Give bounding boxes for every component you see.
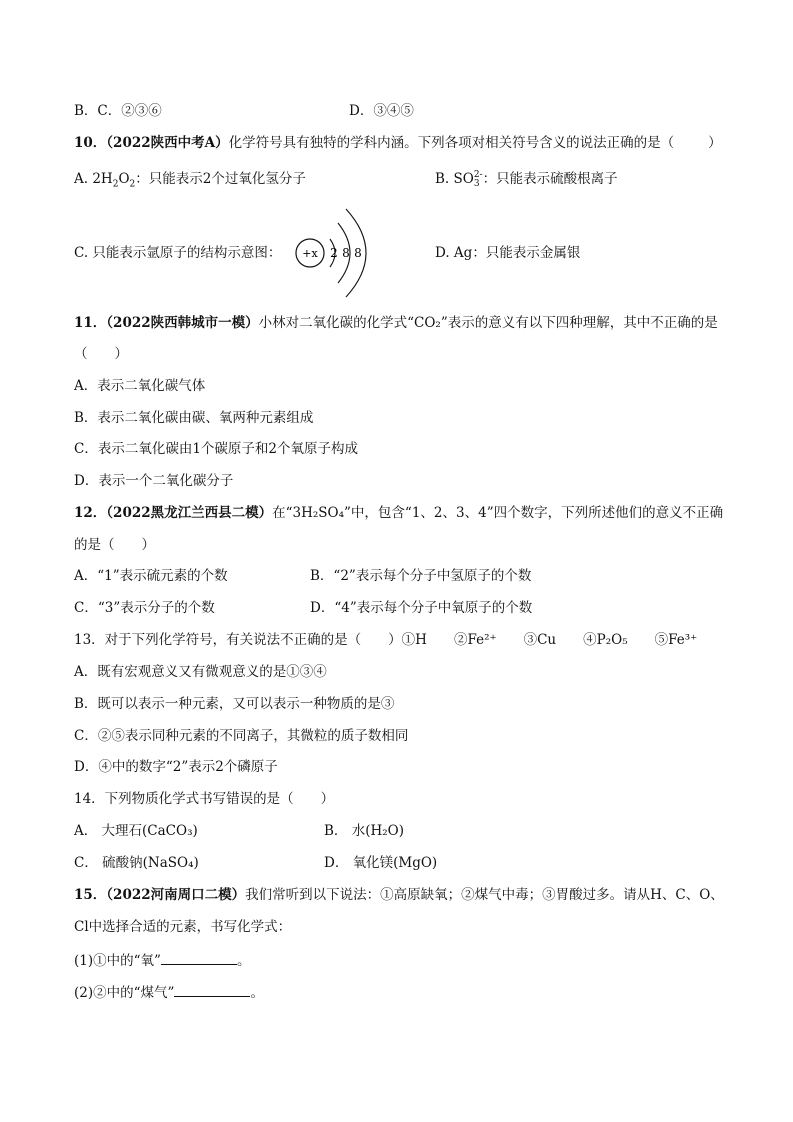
q9-options-row (74, 102, 733, 120)
q15-part-1: (1)①中的“氧” 。 (74, 950, 250, 970)
q15-answer-blank-1[interactable] (161, 950, 237, 965)
q14-stem: 14．下列物质化学式书写错误的是（ ） (74, 791, 335, 807)
shell-3-electrons: 8 (354, 246, 362, 260)
q15-text: 我们常听到以下说法：①高原缺氧；②煤气中毒；③胃酸过多。请从H、C、O、 (245, 887, 724, 903)
q12-option-d: D．“4”表示每个分子中氧原子的个数 (310, 600, 533, 616)
q10-option-d: D. Ag：只能表示金属银 (435, 245, 581, 261)
q9-option-b: B．C．②③⑥ (74, 103, 162, 119)
q9-option-d: D．③④⑤ (349, 103, 414, 119)
q10-option-a: A. $2H_2O_2$：只能表示2个过氧化氢分子 (74, 171, 306, 190)
q15-source: （2022河南周口二模） (106, 887, 246, 903)
q14-option-a: A． 大理石(CaCO₃) (74, 823, 198, 839)
q12-text: 在“3H₂SO₄”中，包含“1、2、3、4”四个数字，下列所述他们的意义不正确 (272, 505, 724, 521)
q10-option-b: B. SO 2- 3 ：只能表示硫酸根离子 (435, 169, 618, 189)
q11-option-b: B．表示二氧化碳由碳、氧两种元素组成 (74, 410, 314, 426)
q15-number: 15． (74, 887, 107, 903)
q10-number: 10． (74, 135, 107, 151)
q10-source: （2022陕西中考A） (106, 135, 229, 151)
q12-source: （2022黑龙江兰西县二模） (106, 505, 273, 521)
q14-row-ab (74, 822, 733, 840)
q15-stem-cont: Cl中选择合适的元素，书写化学式： (74, 919, 292, 935)
q13-stem: 13．对于下列化学符号，有关说法不正确的是（ ）①H ②Fe²⁺ ③Cu ④P₂O₅ ⑤Fe³⁺ (74, 632, 698, 648)
nucleus-charge: +x (302, 247, 318, 260)
q10-option-c: C. 只能表示氩原子的结构示意图： (74, 245, 282, 261)
q13-option-b: B．既可以表示一种元素，又可以表示一种物质的是③ (74, 696, 395, 712)
q12-stem (74, 504, 723, 522)
q10-stem: 10．（2022陕西中考A）化学符号具有独特的学科内涵。下列各项对相关符号含义的说法正确的是（ ） (74, 135, 722, 151)
q11-source: （2022陕西韩城市一模） (106, 315, 259, 331)
q13-option-d: D．④中的数字“2”表示2个磷原子 (74, 759, 278, 775)
q13-option-c: C．②⑤表示同种元素的不同离子，其微粒的质子数相同 (74, 728, 409, 744)
q11-paren: （ ） (74, 346, 128, 362)
q11-option-c: C．表示二氧化碳由1个碳原子和2个氧原子构成 (74, 441, 359, 457)
q15-stem (74, 886, 724, 904)
q11-number: 11． (74, 315, 107, 331)
q14-option-c: C． 硫酸钠(NaSO₄) (74, 855, 199, 871)
q10-text: 化学符号具有独特的学科内涵。下列各项对相关符号含义的说法正确的是（ (228, 135, 675, 151)
q11-option-a: A．表示二氧化碳气体 (74, 378, 206, 394)
q12-stem-cont: 的是（ ） (74, 537, 155, 553)
q12-row-ab (74, 567, 733, 585)
shell-2-electrons: 8 (342, 246, 350, 260)
q11-text: 小林对二氧化碳的化学式“CO₂”表示的意义有以下四种理解，其中不正确的是 (258, 315, 718, 331)
q11-stem (74, 314, 718, 332)
q10-row-ab (74, 170, 733, 194)
q15-part-2: (2)②中的“煤气” 。 (74, 982, 264, 1002)
q11-option-d: D．表示一个二氧化碳分子 (74, 473, 234, 489)
q12-row-cd (74, 599, 733, 617)
shell-1-electrons: 2 (330, 246, 338, 260)
q12-number: 12． (74, 505, 107, 521)
q12-option-b: B．“2”表示每个分子中氢原子的个数 (310, 568, 532, 584)
q14-option-b: B． 水(H₂O) (324, 823, 404, 839)
q15-answer-blank-2[interactable] (174, 982, 250, 997)
q12-option-a: A．“1”表示硫元素的个数 (74, 568, 228, 584)
q12-option-c: C．“3”表示分子的个数 (74, 600, 215, 616)
q14-option-d: D． 氧化镁(MgO) (324, 855, 438, 871)
argon-atom-structure-diagram (240, 205, 390, 301)
q13-option-a: A．既有宏观意义又有微观意义的是①③④ (74, 664, 327, 680)
q14-row-cd (74, 854, 733, 872)
